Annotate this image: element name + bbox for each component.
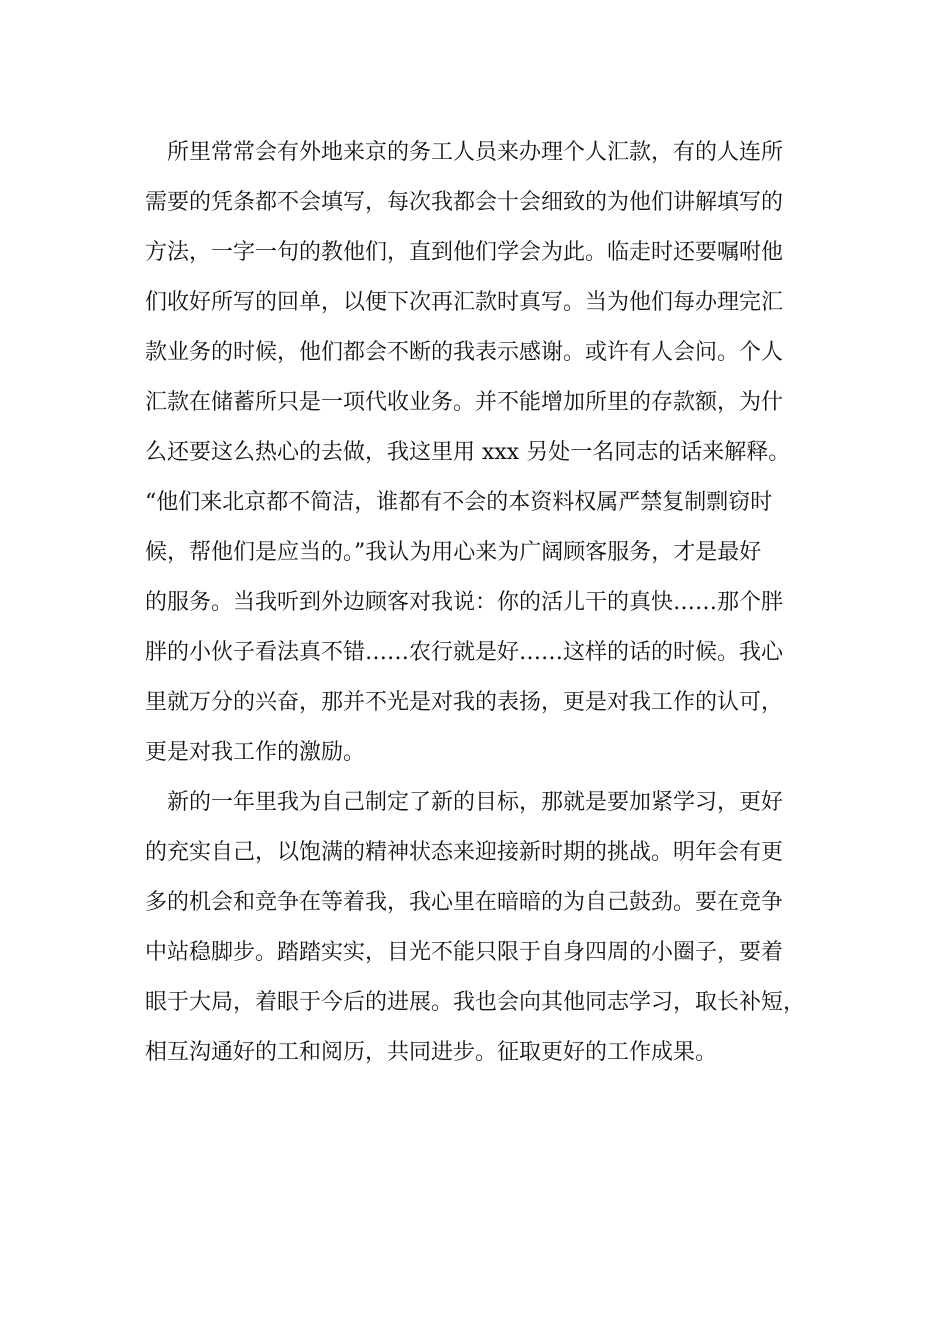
- paragraph-1-line-11: 胖的小伙子看法真不错……农行就是好……这样的话的时候。我心: [145, 640, 784, 665]
- paragraph-1-line-2: 需要的凭条都不会填写，每次我都会十会细致的为他们讲解填写的: [145, 190, 784, 215]
- paragraph-1-line-12: 里就万分的兴奋，那并不光是对我的表扬，更是对我工作的认可，: [145, 690, 784, 715]
- paragraph-1-line-9: 候，帮他们是应当的。”我认为用心来为广阔顾客服务，才是最好: [145, 540, 762, 565]
- paragraph-1-line-7: 么还要这么热心的去做，我这里用 xxx 另处一名同志的话来解释。: [145, 440, 791, 465]
- paragraph-1-line-4: 们收好所写的回单，以便下次再汇款时真写。当为他们每办理完汇: [145, 290, 784, 315]
- body-text: [145, 128, 835, 1078]
- paragraph-2-line-4: 中站稳脚步。踏踏实实，目光不能只限于自身四周的小圈子，要着: [145, 940, 784, 965]
- paragraph-2-line-1: 新的一年里我为自己制定了新的目标，那就是要加紧学习，更好: [167, 790, 784, 815]
- paragraph-1-line-6: 汇款在储蓄所只是一项代收业务。并不能增加所里的存款额，为什: [145, 390, 784, 415]
- paragraph-1-line-1: 所里常常会有外地来京的务工人员来办理个人汇款，有的人连所: [167, 140, 784, 165]
- paragraph-2-line-2: 的充实自己，以饱满的精神状态来迎接新时期的挑战。明年会有更: [145, 840, 784, 865]
- paragraph-2-line-6: 相互沟通好的工和阅历，共同进步。征取更好的工作成果。: [145, 1040, 718, 1065]
- paragraph-1-line-10: 的服务。当我听到外边顾客对我说：你的活儿干的真快……那个胖: [145, 590, 784, 615]
- paragraph-1-line-3: 方法，一字一句的教他们，直到他们学会为此。临走时还要嘱咐他: [145, 240, 784, 265]
- paragraph-1-line-5: 款业务的时候，他们都会不断的我表示感谢。或许有人会问。个人: [145, 340, 784, 365]
- paragraph-2-line-3: 多的机会和竞争在等着我，我心里在暗暗的为自己鼓劲。要在竞争: [145, 890, 784, 915]
- paragraph-2-line-5: 眼于大局，着眼于今后的进展。我也会向其他同志学习，取长补短，: [145, 990, 806, 1015]
- paragraph-1-line-13: 更是对我工作的激励。: [145, 740, 366, 765]
- paragraph-1-line-8: “他们来北京都不简洁，谁都有不会的本资料权属严禁复制剽窃时: [145, 490, 773, 515]
